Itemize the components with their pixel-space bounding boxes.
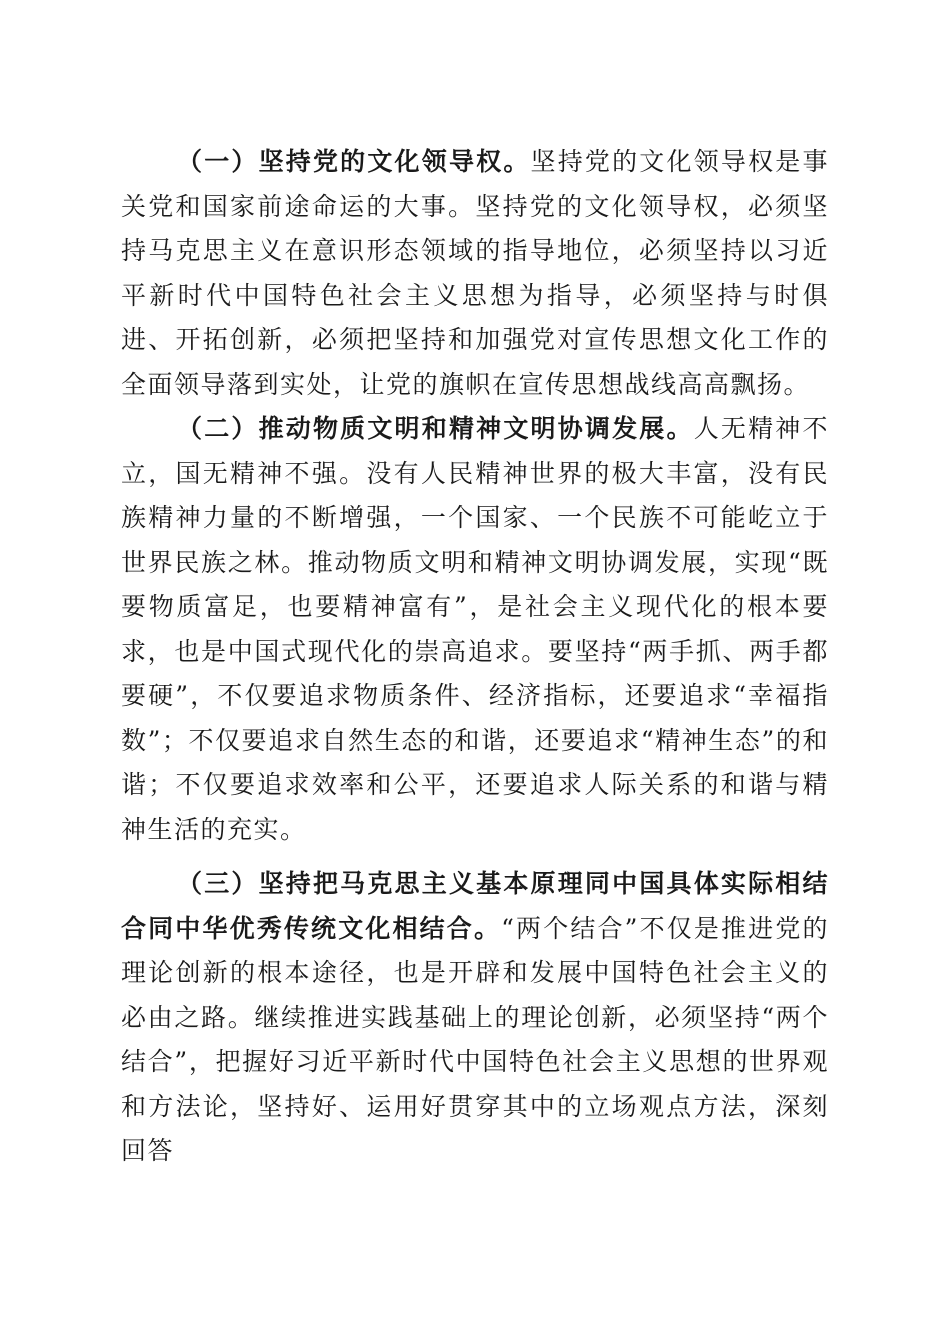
paragraph-1-body: 坚持党的文化领导权是事关党和国家前途命运的大事。坚持党的文化领导权，必须坚持马克思主义在意识形态领域的指导地位，必须坚持以习近平新时代中国特色社会主义思想为指导，必须坚持与时俱进、开拓创新，必须把坚持和加强党对宣传思想文化工作的全面领导落到实处，让党的旗帜在宣传思想战线高高飘扬。 [121, 147, 829, 399]
paragraph-3-heading: （三）坚持把马克思主义基本原理同中国具体实际相结合同中华优秀传统文化相结合。 [121, 869, 829, 943]
paragraph-3-body: “两个结合”不仅是推进党的理论创新的根本途径，也是开辟和发展中国特色社会主义的必由之路。继续推进实践基础上的理论创新，必须坚持“两个结合”，把握好习近平新时代中国特色社会主义思想的世界观和方法论，坚持好、运用好贯穿其中的立场观点方法，深刻回答 [121, 913, 829, 1165]
paragraph-1 [121, 140, 829, 407]
paragraph-2-heading: （二）推动物质文明和精神文明协调发展。 [177, 414, 694, 443]
document-page [121, 140, 829, 1174]
paragraph-1-heading: （一）坚持党的文化领导权。 [177, 147, 531, 176]
paragraph-3 [121, 862, 829, 1174]
paragraph-2-body: 人无精神不立，国无精神不强。没有人民精神世界的极大丰富，没有民族精神力量的不断增强，一个国家、一个民族不可能屹立于世界民族之林。推动物质文明和精神文明协调发展，实现“既要物质富足，也要精神富有”，是社会主义现代化的根本要求，也是中国式现代化的崇高追求。要坚持“两手抓、两手都要硬”，不仅要追求物质条件、经济指标，还要追求“幸福指数”；不仅要追求自然生态的和谐，还要追求“精神生态”的和谐；不仅要追求效率和公平，还要追求人际关系的和谐与精神生活的充实。 [121, 414, 829, 844]
paragraph-2 [121, 407, 829, 852]
